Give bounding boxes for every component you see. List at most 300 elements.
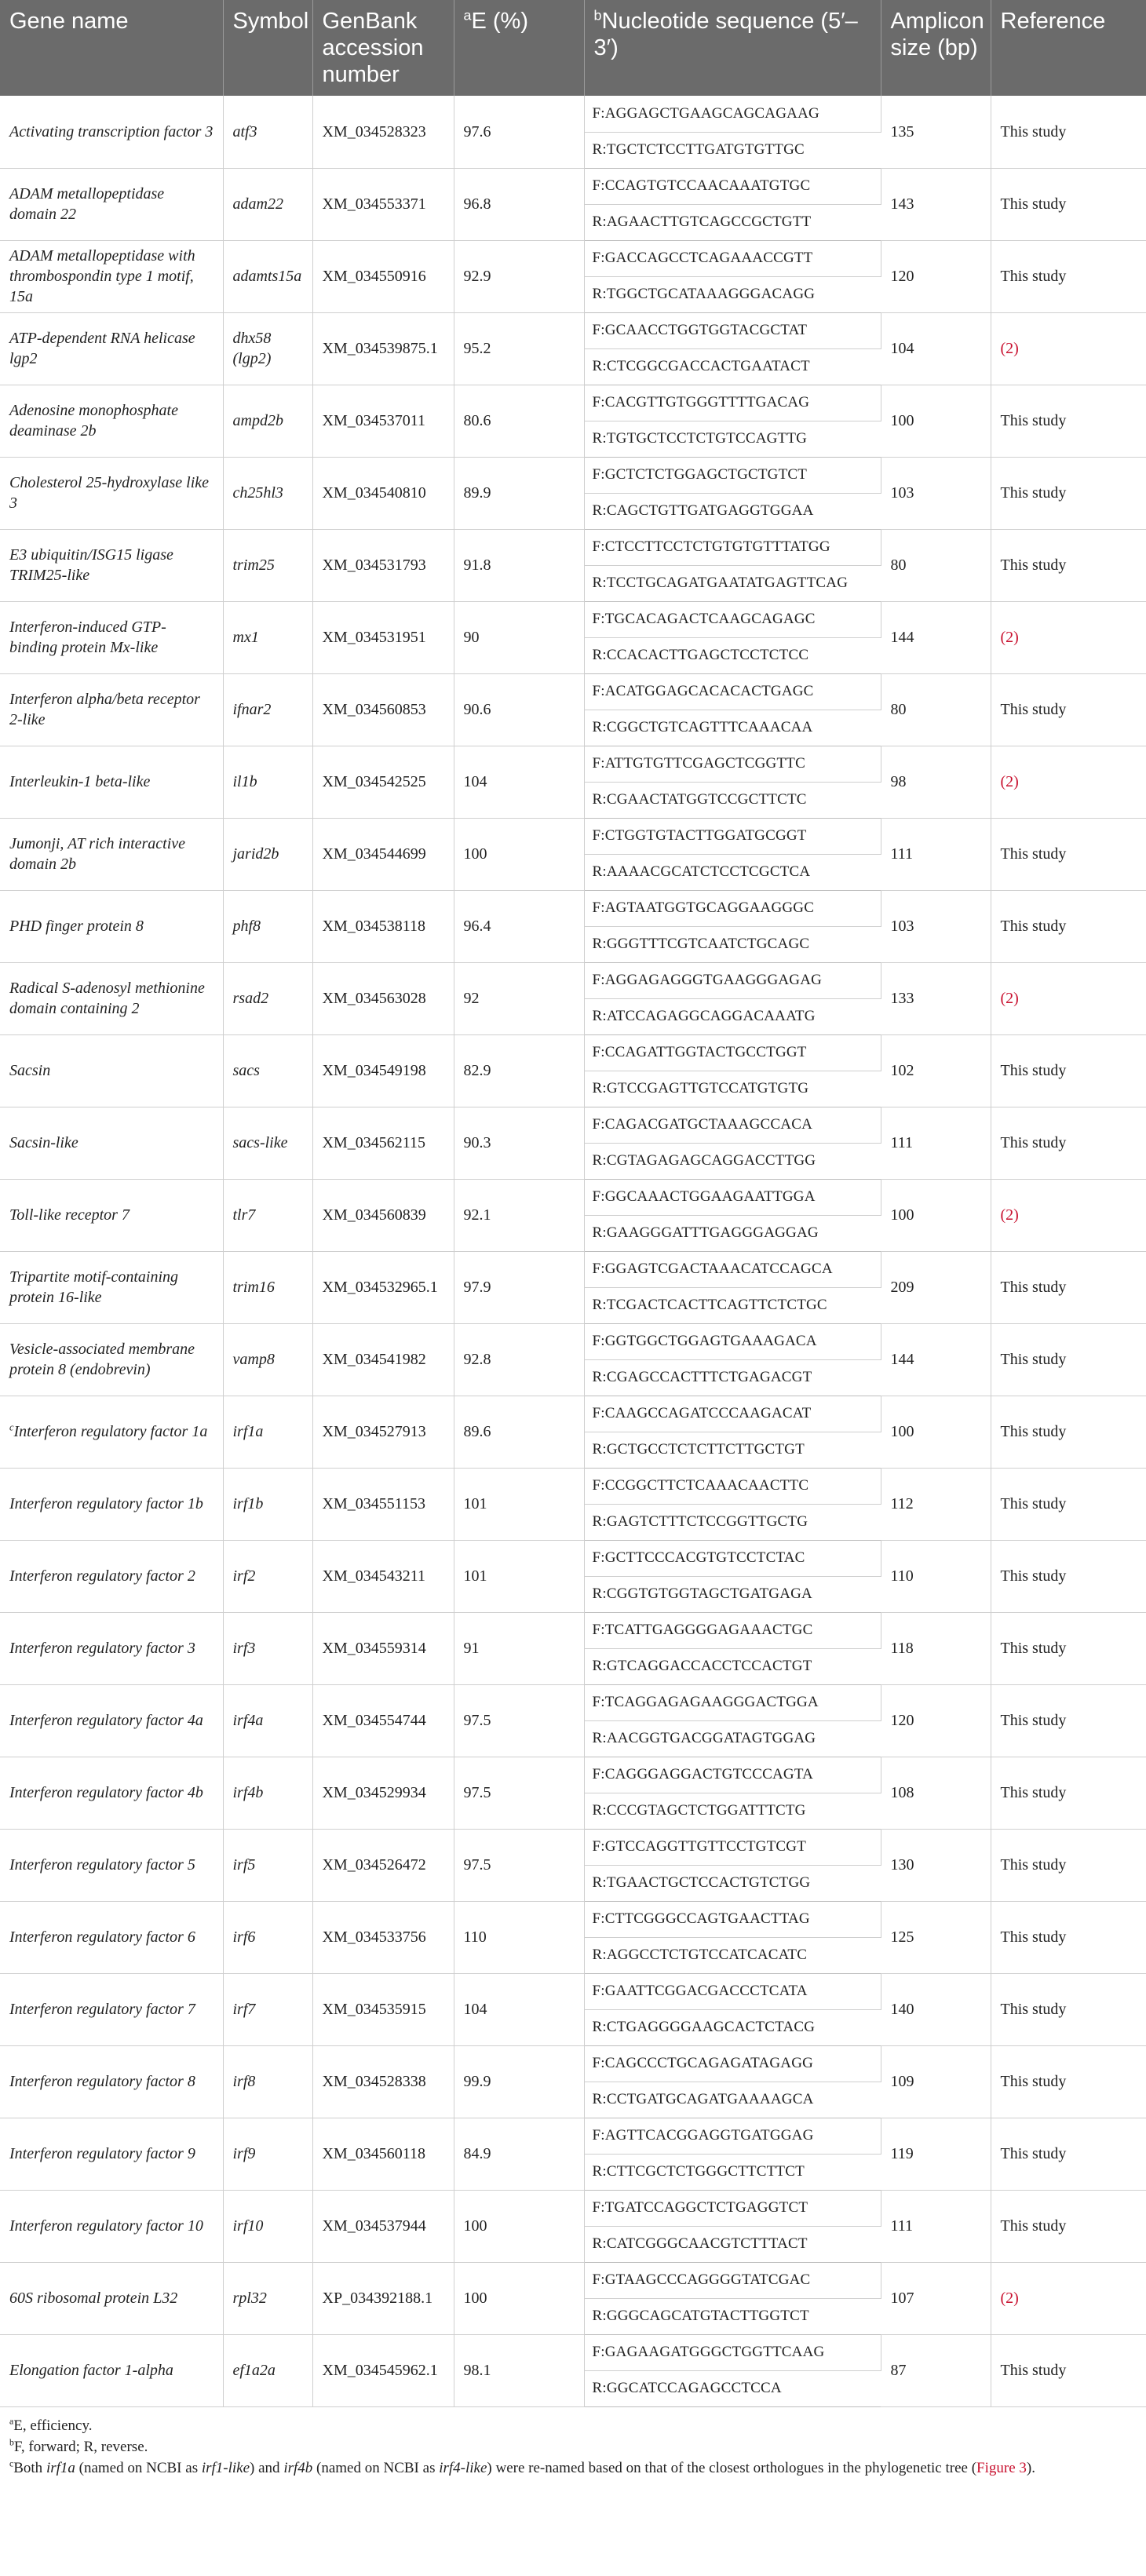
symbol-cell: irf5 (223, 1829, 312, 1901)
amplicon-cell: 120 (881, 240, 991, 312)
accession-cell: XM_034554744 (312, 1684, 454, 1757)
gene-name: Interferon regulatory factor 9 (9, 2145, 195, 2162)
amplicon-cell: 112 (881, 1468, 991, 1540)
reference-cell: This study (991, 96, 1146, 168)
gene-name: Cholesterol 25-hydroxylase like 3 (9, 474, 210, 512)
reverse-primer-cell: R:GGGTTTCGTCAATCTGCAGC (584, 926, 881, 962)
forward-primer-cell: F:TGCACAGACTCAAGCAGAGC (584, 601, 881, 637)
amplicon-cell: 133 (881, 962, 991, 1034)
table-row (0, 96, 1146, 132)
accession-cell: XM_034544699 (312, 818, 454, 890)
gene-name: ATP-dependent RNA helicase lgp2 (9, 330, 195, 367)
table-row (0, 2334, 1146, 2370)
table-row (0, 1612, 1146, 1648)
amplicon-cell: 130 (881, 1829, 991, 1901)
efficiency-cell: 91.8 (454, 529, 584, 601)
amplicon-cell: 144 (881, 601, 991, 673)
efficiency-cell: 95.2 (454, 312, 584, 385)
gene-name: ADAM metallopeptidase domain 22 (9, 185, 165, 223)
table-row (0, 1034, 1146, 1071)
table-row (0, 1540, 1146, 1576)
table-row (0, 457, 1146, 493)
symbol-cell: rpl32 (223, 2262, 312, 2334)
symbol-cell: irf9 (223, 2118, 312, 2190)
reference-cell: This study (991, 673, 1146, 746)
reverse-primer-cell: R:AGAACTTGTCAGCCGCTGTT (584, 204, 881, 240)
footnote-c-text: ). (1026, 2459, 1035, 2476)
reference-cell: This study (991, 890, 1146, 962)
table-row (0, 1323, 1146, 1359)
efficiency-cell: 110 (454, 1901, 584, 1973)
accession-cell: XM_034531793 (312, 529, 454, 601)
forward-primer-cell: F:CTCCTTCCTCTGTGTGTTTATGG (584, 529, 881, 565)
efficiency-cell: 100 (454, 2262, 584, 2334)
amplicon-cell: 102 (881, 1034, 991, 1107)
gene-name: Toll-like receptor 7 (9, 1206, 130, 1224)
amplicon-cell: 100 (881, 1396, 991, 1468)
efficiency-cell: 89.6 (454, 1396, 584, 1468)
amplicon-cell: 125 (881, 1901, 991, 1973)
reference-cell: This study (991, 1396, 1146, 1468)
footnote-c-text: (named on NCBI as (312, 2459, 440, 2476)
reference-cell: This study (991, 818, 1146, 890)
efficiency-cell: 90.6 (454, 673, 584, 746)
forward-primer-cell: F:AGGAGAGGGTGAAGGGAGAG (584, 962, 881, 998)
gene-name: Interferon regulatory factor 10 (9, 2217, 203, 2235)
gene-name-cell (0, 2334, 223, 2406)
amplicon-cell: 80 (881, 673, 991, 746)
symbol-cell: dhx58 (lgp2) (223, 312, 312, 385)
gene-name: Radical S-adenosyl methionine domain containing 2 (9, 980, 205, 1017)
gene-name-cell (0, 746, 223, 818)
gene-name: Interleukin-1 beta-like (9, 773, 151, 790)
accession-cell: XM_034549198 (312, 1034, 454, 1107)
symbol-cell: irf8 (223, 2045, 312, 2118)
forward-primer-cell: F:CAGCCCTGCAGAGATAGAGG (584, 2045, 881, 2082)
symbol-cell: ifnar2 (223, 673, 312, 746)
gene-name: Interferon regulatory factor 4b (9, 1784, 203, 1801)
reference-cell: This study (991, 2045, 1146, 2118)
gene-name: Sacsin (9, 1062, 51, 1079)
reference-cell: This study (991, 168, 1146, 240)
reference-cell: This study (991, 457, 1146, 529)
header-amplicon: Amplicon size (bp) (881, 0, 991, 96)
reference-link[interactable]: (2) (991, 312, 1146, 385)
efficiency-cell: 92 (454, 962, 584, 1034)
accession-cell: XM_034545962.1 (312, 2334, 454, 2406)
header-sequence (584, 0, 881, 96)
amplicon-cell: 103 (881, 457, 991, 529)
reference-cell: This study (991, 1034, 1146, 1107)
accession-cell: XM_034560853 (312, 673, 454, 746)
symbol-cell: mx1 (223, 601, 312, 673)
reverse-primer-cell: R:GGGCAGCATGTACTTGGTCT (584, 2298, 881, 2334)
gene-name: Interferon regulatory factor 1a (13, 1423, 208, 1440)
gene-name: Adenosine monophosphate deaminase 2b (9, 402, 178, 440)
symbol-cell: vamp8 (223, 1323, 312, 1396)
amplicon-cell: 140 (881, 1973, 991, 2045)
forward-primer-cell: F:GCAACCTGGTGGTACGCTAT (584, 312, 881, 348)
reference-cell: This study (991, 1612, 1146, 1684)
forward-primer-cell: F:GAGAAGATGGGCTGGTTCAAG (584, 2334, 881, 2370)
reverse-primer-cell: R:TCCTGCAGATGAATATGAGTTCAG (584, 565, 881, 601)
forward-primer-cell: F:AGTTCACGGAGGTGATGGAG (584, 2118, 881, 2154)
efficiency-cell: 101 (454, 1540, 584, 1612)
accession-cell: XP_034392188.1 (312, 2262, 454, 2334)
footnote-b (9, 2436, 1137, 2457)
reference-cell: This study (991, 529, 1146, 601)
forward-primer-cell: F:AGGAGCTGAAGCAGCAGAAG (584, 96, 881, 132)
table-row (0, 1973, 1146, 2009)
reverse-primer-cell: R:AAAACGCATCTCCTCGCTCA (584, 854, 881, 890)
footnote-b-marker: b (9, 2437, 14, 2448)
reverse-primer-cell: R:CGAACTATGGTCCGCTTCTC (584, 782, 881, 818)
symbol-cell: il1b (223, 746, 312, 818)
gene-name-cell (0, 1612, 223, 1684)
forward-primer-cell: F:GGAGTCGACTAAACATCCAGCA (584, 1251, 881, 1287)
gene-name-cell (0, 1468, 223, 1540)
gene-name: Elongation factor 1-alpha (9, 2362, 173, 2379)
forward-primer-cell: F:GACCAGCCTCAGAAACCGTT (584, 240, 881, 276)
accession-cell: XM_034528338 (312, 2045, 454, 2118)
figure-3-link[interactable]: Figure 3 (976, 2459, 1027, 2476)
symbol-cell: jarid2b (223, 818, 312, 890)
efficiency-cell: 92.8 (454, 1323, 584, 1396)
gene-name: Jumonji, AT rich interactive domain 2b (9, 835, 186, 873)
amplicon-cell: 209 (881, 1251, 991, 1323)
reverse-primer-cell: R:CAGCTGTTGATGAGGTGGAA (584, 493, 881, 529)
gene-name: Interferon regulatory factor 2 (9, 1567, 195, 1585)
table-row (0, 168, 1146, 204)
gene-name: Interferon regulatory factor 6 (9, 1928, 195, 1946)
accession-cell: XM_034560839 (312, 1179, 454, 1251)
efficiency-cell: 104 (454, 746, 584, 818)
reference-link[interactable]: (2) (991, 1179, 1146, 1251)
amplicon-cell: 104 (881, 312, 991, 385)
reverse-primer-cell: R:CCACACTTGAGCTCCTCTCC (584, 637, 881, 673)
gene-name-cell (0, 2118, 223, 2190)
symbol-cell: ampd2b (223, 385, 312, 457)
symbol-cell: irf1b (223, 1468, 312, 1540)
footnote-c (9, 2457, 1137, 2479)
accession-cell: XM_034559314 (312, 1612, 454, 1684)
reference-cell: This study (991, 1901, 1146, 1973)
accession-cell: XM_034526472 (312, 1829, 454, 1901)
accession-cell: XM_034532965.1 (312, 1251, 454, 1323)
forward-primer-cell: F:CCAGATTGGTACTGCCTGGT (584, 1034, 881, 1071)
symbol-cell: trim16 (223, 1251, 312, 1323)
reverse-primer-cell: R:AACGGTGACGGATAGTGGAG (584, 1720, 881, 1757)
gene-name: Interferon alpha/beta receptor 2-like (9, 691, 200, 728)
forward-primer-cell: F:CTTCGGGCCAGTGAACTTAG (584, 1901, 881, 1937)
efficiency-cell: 96.4 (454, 890, 584, 962)
accession-cell: XM_034538118 (312, 890, 454, 962)
reference-link[interactable]: (2) (991, 962, 1146, 1034)
symbol-cell: sacs (223, 1034, 312, 1107)
symbol-cell: irf3 (223, 1612, 312, 1684)
header-efficiency-label: E (%) (471, 9, 528, 34)
efficiency-cell: 97.9 (454, 1251, 584, 1323)
reference-cell: This study (991, 1107, 1146, 1179)
efficiency-cell: 84.9 (454, 2118, 584, 2190)
table-row (0, 240, 1146, 276)
forward-primer-cell: F:CAGGGAGGACTGTCCCAGTA (584, 1757, 881, 1793)
footnote-c-gene: irf4-like (439, 2459, 487, 2476)
efficiency-cell: 89.9 (454, 457, 584, 529)
forward-primer-cell: F:CTGGTGTACTTGGATGCGGT (584, 818, 881, 854)
reverse-primer-cell: R:GGCATCCAGAGCCTCCA (584, 2370, 881, 2406)
amplicon-cell: 80 (881, 529, 991, 601)
efficiency-cell: 104 (454, 1973, 584, 2045)
reverse-primer-cell: R:CCCGTAGCTCTGGATTTCTG (584, 1793, 881, 1829)
gene-name-cell (0, 818, 223, 890)
gene-name-cell (0, 385, 223, 457)
gene-name-cell (0, 601, 223, 673)
gene-name-cell (0, 168, 223, 240)
reverse-primer-cell: R:TGCTCTCCTTGATGTGTTGC (584, 132, 881, 168)
reference-cell: This study (991, 2334, 1146, 2406)
table-row (0, 1901, 1146, 1937)
reference-cell: This study (991, 2190, 1146, 2262)
accession-cell: XM_034562115 (312, 1107, 454, 1179)
symbol-cell: rsad2 (223, 962, 312, 1034)
reverse-primer-cell: R:CGAGCCACTTTCTGAGACGT (584, 1359, 881, 1396)
efficiency-cell: 91 (454, 1612, 584, 1684)
table-row (0, 890, 1146, 926)
reference-cell: This study (991, 2118, 1146, 2190)
amplicon-cell: 120 (881, 1684, 991, 1757)
table-row (0, 312, 1146, 348)
amplicon-cell: 111 (881, 1107, 991, 1179)
reference-cell: This study (991, 1684, 1146, 1757)
efficiency-cell: 92.9 (454, 240, 584, 312)
amplicon-cell: 107 (881, 2262, 991, 2334)
reference-cell: This study (991, 1323, 1146, 1396)
amplicon-cell: 109 (881, 2045, 991, 2118)
reference-link[interactable]: (2) (991, 2262, 1146, 2334)
reverse-primer-cell: R:ATCCAGAGGCAGGACAAATG (584, 998, 881, 1034)
reference-link[interactable]: (2) (991, 746, 1146, 818)
forward-primer-cell: F:CAGACGATGCTAAAGCCACA (584, 1107, 881, 1143)
forward-primer-cell: F:GGTGGCTGGAGTGAAAGACA (584, 1323, 881, 1359)
gene-name-cell (0, 1034, 223, 1107)
gene-name-cell (0, 1540, 223, 1612)
accession-cell: XM_034550916 (312, 240, 454, 312)
forward-primer-cell: F:GGCAAACTGGAAGAATTGGA (584, 1179, 881, 1215)
gene-name-cell (0, 1684, 223, 1757)
symbol-cell: trim25 (223, 529, 312, 601)
gene-name: PHD finger protein 8 (9, 918, 144, 935)
accession-cell: XM_034533756 (312, 1901, 454, 1973)
header-accession: GenBank accession number (312, 0, 454, 96)
reference-cell: This study (991, 1973, 1146, 2045)
amplicon-cell: 108 (881, 1757, 991, 1829)
header-symbol: Symbol (223, 0, 312, 96)
reference-cell: This study (991, 240, 1146, 312)
reverse-primer-cell: R:CGTAGAGAGCAGGACCTTGG (584, 1143, 881, 1179)
amplicon-cell: 98 (881, 746, 991, 818)
gene-name-cell (0, 457, 223, 529)
forward-primer-cell: F:CACGTTGTGGGTTTTGACAG (584, 385, 881, 421)
gene-name: Activating transcription factor 3 (9, 122, 214, 140)
footnote-marker-c: c (9, 1421, 14, 1433)
symbol-cell: phf8 (223, 890, 312, 962)
forward-primer-cell: F:ACATGGAGCACACACTGAGC (584, 673, 881, 710)
table-row (0, 1251, 1146, 1287)
table-row (0, 818, 1146, 854)
footnote-b-text: F, forward; R, reverse. (13, 2438, 148, 2455)
table-row (0, 2190, 1146, 2226)
symbol-cell: irf6 (223, 1901, 312, 1973)
reference-cell: This study (991, 1757, 1146, 1829)
gene-name-cell (0, 96, 223, 168)
header-sequence-label: Nucleotide sequence (5′–3′) (593, 9, 858, 60)
footnote-c-marker: c (9, 2458, 14, 2469)
table-row (0, 1179, 1146, 1215)
gene-name-cell (0, 962, 223, 1034)
reverse-primer-cell: R:CTGAGGGGAAGCACTCTACG (584, 2009, 881, 2045)
efficiency-cell: 98.1 (454, 2334, 584, 2406)
amplicon-cell: 111 (881, 818, 991, 890)
forward-primer-cell: F:CCAGTGTCCAACAAATGTGC (584, 168, 881, 204)
amplicon-cell: 103 (881, 890, 991, 962)
efficiency-cell: 96.8 (454, 168, 584, 240)
header-gene-name: Gene name (0, 0, 223, 96)
gene-name-cell (0, 1973, 223, 2045)
reference-cell: This study (991, 1468, 1146, 1540)
symbol-cell: ef1a2a (223, 2334, 312, 2406)
symbol-cell: irf7 (223, 1973, 312, 2045)
amplicon-cell: 119 (881, 2118, 991, 2190)
header-reference: Reference (991, 0, 1146, 96)
efficiency-cell: 99.9 (454, 2045, 584, 2118)
gene-name: Interferon regulatory factor 5 (9, 1856, 195, 1874)
reverse-primer-cell: R:GTCAGGACCACCTCCACTGT (584, 1648, 881, 1684)
gene-name: Interferon regulatory factor 7 (9, 2001, 195, 2018)
efficiency-cell: 90.3 (454, 1107, 584, 1179)
reverse-primer-cell: R:CCTGATGCAGATGAAAAGCA (584, 2082, 881, 2118)
gene-name-cell (0, 240, 223, 312)
reference-cell: This study (991, 1540, 1146, 1612)
reverse-primer-cell: R:AGGCCTCTGTCCATCACATC (584, 1937, 881, 1973)
reference-link[interactable]: (2) (991, 601, 1146, 673)
accession-cell: XM_034529934 (312, 1757, 454, 1829)
gene-name: 60S ribosomal protein L32 (9, 2290, 178, 2307)
gene-name: Interferon regulatory factor 1b (9, 1495, 203, 1512)
accession-cell: XM_034537011 (312, 385, 454, 457)
reverse-primer-cell: R:GAGTCTTTCTCCGGTTGCTG (584, 1504, 881, 1540)
efficiency-cell: 97.6 (454, 96, 584, 168)
gene-name: Tripartite motif-containing protein 16-like (9, 1268, 179, 1306)
table-row (0, 2118, 1146, 2154)
symbol-cell: sacs-like (223, 1107, 312, 1179)
table-row (0, 1468, 1146, 1504)
reverse-primer-cell: R:CGGCTGTCAGTTTCAAACAA (584, 710, 881, 746)
amplicon-cell: 110 (881, 1540, 991, 1612)
efficiency-cell: 100 (454, 2190, 584, 2262)
accession-cell: XM_034527913 (312, 1396, 454, 1468)
efficiency-cell: 82.9 (454, 1034, 584, 1107)
reverse-primer-cell: R:CTCGGCGACCACTGAATACT (584, 348, 881, 385)
gene-name-cell (0, 1323, 223, 1396)
footnote-a (9, 2415, 1137, 2436)
amplicon-cell: 111 (881, 2190, 991, 2262)
gene-name-cell (0, 2190, 223, 2262)
efficiency-cell: 100 (454, 818, 584, 890)
forward-primer-cell: F:AGTAATGGTGCAGGAAGGGC (584, 890, 881, 926)
efficiency-cell: 80.6 (454, 385, 584, 457)
forward-primer-cell: F:CAAGCCAGATCCCAAGACAT (584, 1396, 881, 1432)
forward-primer-cell: F:TCATTGAGGGGAGAAACTGC (584, 1612, 881, 1648)
efficiency-cell: 92.1 (454, 1179, 584, 1251)
accession-cell: XM_034537944 (312, 2190, 454, 2262)
gene-name-cell (0, 1179, 223, 1251)
symbol-cell: atf3 (223, 96, 312, 168)
forward-primer-cell: F:TGATCCAGGCTCTGAGGTCT (584, 2190, 881, 2226)
reverse-primer-cell: R:TGAACTGCTCCACTGTCTGG (584, 1865, 881, 1901)
reverse-primer-cell: R:TGGCTGCATAAAGGGACAGG (584, 276, 881, 312)
gene-name-cell (0, 2262, 223, 2334)
symbol-cell: adamts15a (223, 240, 312, 312)
table-row (0, 601, 1146, 637)
forward-primer-cell: F:GTCCAGGTTGTTCCTGTCGT (584, 1829, 881, 1865)
symbol-cell: adam22 (223, 168, 312, 240)
table-row (0, 2262, 1146, 2298)
accession-cell: XM_034541982 (312, 1323, 454, 1396)
accession-cell: XM_034551153 (312, 1468, 454, 1540)
forward-primer-cell: F:CCGGCTTCTCAAACAACTTC (584, 1468, 881, 1504)
gene-name-cell (0, 1901, 223, 1973)
forward-primer-cell: F:GCTTCCCACGTGTCCTCTAC (584, 1540, 881, 1576)
amplicon-cell: 144 (881, 1323, 991, 1396)
amplicon-cell: 87 (881, 2334, 991, 2406)
footnote-a-marker: a (9, 2416, 14, 2427)
table-row (0, 746, 1146, 782)
gene-name-cell (0, 673, 223, 746)
reverse-primer-cell: R:GTCCGAGTTGTCCATGTGTG (584, 1071, 881, 1107)
gene-name-cell (0, 1251, 223, 1323)
symbol-cell: irf4a (223, 1684, 312, 1757)
header-efficiency (454, 0, 584, 96)
footnote-c-text: Both (13, 2459, 46, 2476)
footnote-marker-b: b (593, 7, 602, 24)
gene-name: Interferon-induced GTP-binding protein Mx-like (9, 618, 166, 656)
gene-name: Vesicle-associated membrane protein 8 (endobrevin) (9, 1341, 195, 1378)
gene-name-cell (0, 1829, 223, 1901)
symbol-cell: irf2 (223, 1540, 312, 1612)
reverse-primer-cell: R:CATCGGGCAACGTCTTTACT (584, 2226, 881, 2262)
gene-name-cell (0, 1107, 223, 1179)
accession-cell: XM_034528323 (312, 96, 454, 168)
accession-cell: XM_034542525 (312, 746, 454, 818)
table-row (0, 673, 1146, 710)
amplicon-cell: 100 (881, 385, 991, 457)
accession-cell: XM_034563028 (312, 962, 454, 1034)
gene-name-cell (0, 1757, 223, 1829)
efficiency-cell: 90 (454, 601, 584, 673)
gene-name-cell (0, 890, 223, 962)
footnote-c-text: ) and (250, 2459, 284, 2476)
accession-cell: XM_034553371 (312, 168, 454, 240)
gene-name-cell (0, 312, 223, 385)
gene-name: Sacsin-like (9, 1134, 78, 1151)
table-row (0, 1684, 1146, 1720)
forward-primer-cell: F:GCTCTCTGGAGCTGCTGTCT (584, 457, 881, 493)
footnote-a-text: E, efficiency. (13, 2417, 93, 2434)
amplicon-cell: 118 (881, 1612, 991, 1684)
reverse-primer-cell: R:TGTGCTCCTCTGTCCAGTTG (584, 421, 881, 457)
reverse-primer-cell: R:GCTGCCTCTCTTCTTGCTGT (584, 1432, 881, 1468)
